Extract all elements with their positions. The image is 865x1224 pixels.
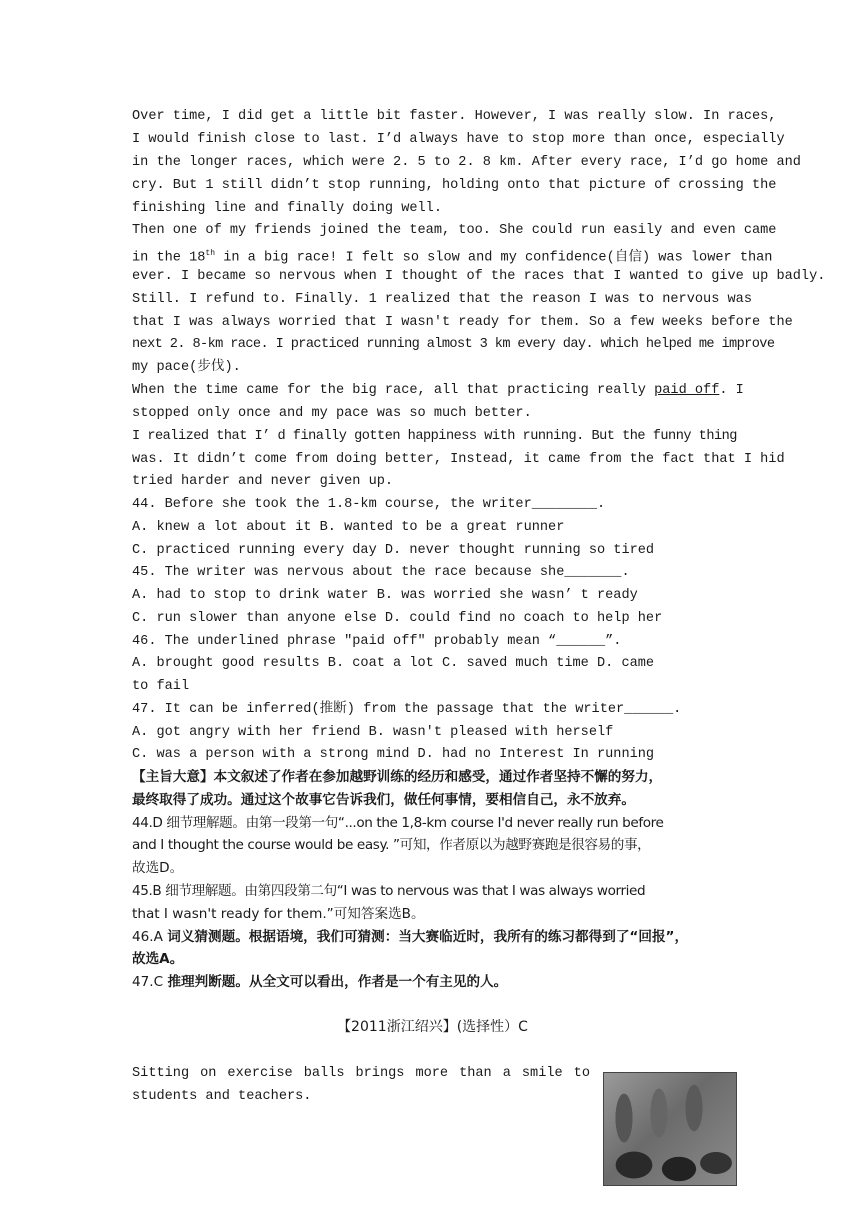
answer-key: 46.A: [132, 929, 168, 945]
answer-explanation: 45.B 细节理解题。由第四段第二句“I was to nervous was that I was always worried: [132, 883, 646, 899]
main-idea: 【主旨大意】本文叙述了作者在参加越野训练的经历和感受，通过作者坚持不懈的努力，: [132, 769, 663, 785]
question-options: A. brought good results B. coat a lot C. saved much time D. came: [132, 656, 655, 671]
passage-line: [132, 379, 744, 402]
question-options: A. got angry with her friend B. wasn't pleased with herself: [132, 725, 614, 740]
passage-text: . I: [719, 383, 744, 398]
passage-line: Sitting on exercise balls brings more than a smile to: [132, 1066, 590, 1081]
answer-explanation: [132, 971, 733, 994]
question-options: A. had to stop to drink water B. was worried she wasn’ t ready: [132, 588, 638, 603]
answer-explanation: that I wasn't ready for them.”可知答案选B。: [132, 906, 425, 922]
answer-explanation: [132, 926, 733, 949]
passage-line: ever. I became so nervous when I thought of the races that I wanted to give up badly.: [132, 269, 826, 284]
passage-line: tried harder and never given up.: [132, 474, 394, 489]
question-stem: 45. The writer was nervous about the race because she_______.: [132, 565, 630, 580]
answer-explanation: and I thought the course would be easy. ”可知，作者原以为越野赛跑是很容易的事，: [132, 837, 651, 853]
answer-explanation: 故选A。: [132, 951, 184, 967]
passage-line: I would finish close to last. I’d always have to stop more than once, especially: [132, 132, 785, 147]
passage-text: in a big race! I felt so slow and my confidence(自信) was lower than: [215, 250, 773, 266]
passage-line: cry. But 1 still didn’t stop running, holding onto that picture of crossing the: [132, 178, 777, 193]
answer-key: 47.C: [132, 974, 168, 990]
passage-line: was. It didn’t come from doing better, Instead, it came from the fact that I hid: [132, 452, 785, 467]
section-heading: 【2011浙江绍兴】(选择性）C: [337, 1019, 528, 1035]
passage-line: students and teachers.: [132, 1089, 312, 1104]
question-options: to fail: [132, 679, 190, 694]
underlined-phrase: paid off: [654, 383, 720, 398]
answer-explanation-bold: 词义猜测题。根据语境，我们可猜测：当大赛临近时，我所有的练习都得到了“回报”，: [167, 929, 689, 945]
question-options: A. knew a lot about it B. wanted to be a great runner: [132, 520, 565, 535]
passage-line: Then one of my friends joined the team, too. She could run easily and even came: [132, 223, 777, 238]
question-options: C. was a person with a strong mind D. had no Interest In running: [132, 747, 655, 762]
question-stem: 44. Before she took the 1.8-km course, the writer________.: [132, 497, 606, 512]
passage-text: When the time came for the big race, all that practicing really: [132, 383, 655, 398]
passage-line: that I was always worried that I wasn't ready for them. So a few weeks before the: [132, 315, 793, 330]
passage-line: finishing line and finally doing well.: [132, 201, 442, 216]
passage-line: Still. I refund to. Finally. 1 realized that the reason I was to nervous was: [132, 292, 752, 307]
answer-explanation: 44.D 细节理解题。由第一段第一句“...on the 1,8-km course I'd never really run before: [132, 815, 664, 831]
answer-explanation: 故选D。: [132, 860, 184, 876]
question-options: C. run slower than anyone else D. could find no coach to help her: [132, 611, 663, 626]
question-options: C. practiced running every day D. never thought running so tired: [132, 543, 655, 558]
main-idea: 最终取得了成功。通过这个故事它告诉我们，做任何事情，要相信自己，永不放弃。: [132, 792, 635, 808]
passage-line: next 2. 8-km race. I practiced running almost 3 km every day. which helped me improve: [132, 337, 775, 352]
passage-line: Over time, I did get a little bit faster. However, I was really slow. In races,: [132, 109, 777, 124]
passage-line: I realized that I’ d finally gotten happiness with running. But the funny thing: [132, 429, 737, 444]
exercise-balls-photo: [603, 1072, 737, 1186]
passage-line: in the longer races, which were 2. 5 to 2. 8 km. After every race, I’d go home and: [132, 155, 801, 170]
passage-line: stopped only once and my pace was so much better.: [132, 406, 532, 421]
answer-explanation-bold: 推理判断题。从全文可以看出，作者是一个有主见的人。: [167, 974, 508, 990]
question-stem: 46. The underlined phrase "paid off" probably mean “______”.: [132, 634, 622, 649]
question-stem: 47. It can be inferred(推断) from the passage that the writer______.: [132, 702, 682, 717]
superscript: th: [205, 249, 216, 258]
passage-text: in the 18: [132, 250, 206, 266]
passage-line: my pace(步伐).: [132, 360, 241, 375]
